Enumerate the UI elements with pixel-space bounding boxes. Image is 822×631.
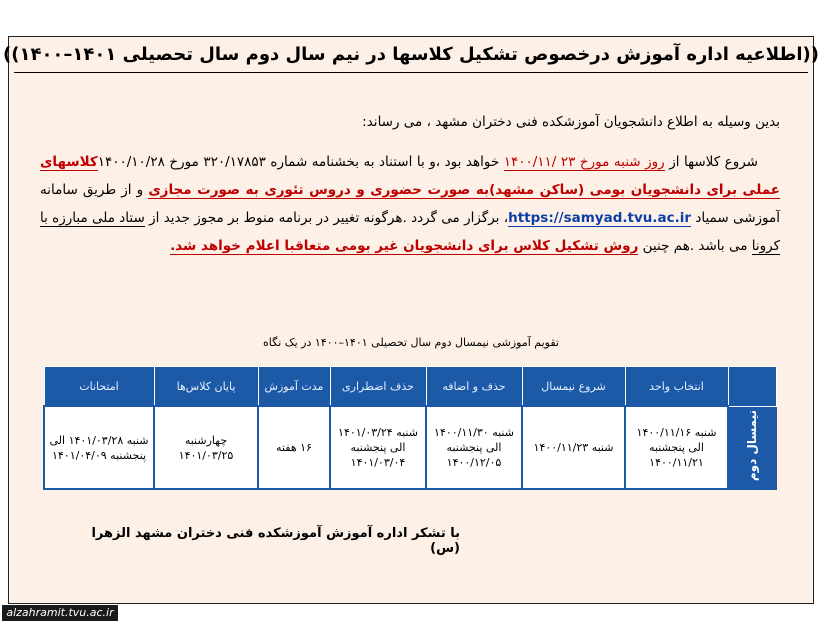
header-unit-selection: انتخاب واحد	[625, 367, 728, 407]
cell-classes-end: چهارشنبه ۱۴۰۱/۰۳/۲۵	[154, 406, 258, 489]
para-text: ، برگزار می گردد .هرگونه تغییر در برنامه منوط بر مجوز جدید از	[144, 210, 509, 226]
corona-hq-underline: ستاد ملی مبارزه با کرونا	[40, 210, 780, 254]
header-exams: امتحانات	[44, 367, 154, 407]
start-date-highlight: روز شنبه مورخ ۲۳ /۱۴۰۰/۱۱	[503, 154, 665, 170]
para-text: خواهد بود ،و با استناد به بخشنامه شماره ۳۲۰/۱۷۸۵۳ مورخ ۱۴۰۰/۱۰/۲۸	[97, 154, 504, 170]
page-title: ((اطلاعیه اداره آموزش درخصوص تشکیل کلاسها در نیم سال دوم سال تحصیلی ۱۴۰۱–۱۴۰۰))	[3, 44, 819, 65]
attendance-mode-highlight: به صورت حضوری و دروس تئوری به صورت مجازی	[148, 182, 490, 198]
row-label-second-semester: نیمسال دوم	[728, 406, 776, 489]
announcement-paragraph	[40, 148, 780, 260]
practical-classes-highlight: کلاسهای عملی برای دانشجویان بومی (ساکن مشهد)	[40, 154, 780, 198]
site-watermark: alzahramit.tvu.ac.ir	[2, 605, 118, 621]
intro-line: بدین وسیله به اطلاع دانشجویان آموزشکده فنی دختران مشهد ، می رساند:	[362, 114, 780, 130]
cell-emergency-drop: شنبه ۱۴۰۱/۰۳/۲۴ الی پنجشنبه ۱۴۰۱/۰۳/۰۴	[330, 406, 426, 489]
header-add-drop: حذف و اضافه	[426, 367, 522, 407]
para-text: و از طریق سامانه آموزشی سمیاد	[40, 182, 781, 226]
cell-duration: ۱۶ هفته	[258, 406, 330, 489]
cell-add-drop: شنبه ۱۴۰۰/۱۱/۳۰ الی پنجشنبه ۱۴۰۰/۱۲/۰۵	[426, 406, 522, 489]
samyad-link[interactable]: https://samyad.tvu.ac.ir	[508, 210, 692, 226]
header-classes-end: پایان کلاس‌ها	[154, 367, 258, 407]
header-semester-start: شروع نیمسال	[522, 367, 625, 407]
cell-semester-start: شنبه ۱۴۰۰/۱۱/۲۳	[522, 406, 625, 489]
table-header-row	[44, 367, 776, 407]
header-corner	[728, 367, 776, 407]
announcement-body	[40, 108, 780, 260]
cell-unit-selection: شنبه ۱۴۰۰/۱۱/۱۶ الی پنجشنبه ۱۴۰۰/۱۱/۲۱	[625, 406, 728, 489]
header-duration: مدت آموزش	[258, 367, 330, 407]
table-caption: تقویم آموزشی نیمسال دوم سال تحصیلی ۱۴۰۱–۱۴۰۰ در یک نگاه	[263, 336, 559, 349]
closing-signature: با تشکر اداره آموزش آموزشکده فنی دختران مشهد الزهرا (س)	[91, 526, 460, 556]
para-text: می باشد .هم چنین	[638, 238, 752, 254]
title-divider	[14, 72, 808, 73]
header-emergency-drop: حذف اضطراری	[330, 367, 426, 407]
table-row	[44, 406, 776, 489]
para-text: شروع کلاسها از	[664, 154, 758, 170]
non-local-notice-highlight: روش تشکیل کلاس برای دانشجویان غیر بومی متعاقبا اعلام خواهد شد.	[170, 238, 639, 254]
academic-calendar-table	[43, 366, 777, 490]
cell-exams: شنبه ۱۴۰۱/۰۳/۲۸ الی پنجشنبه ۱۴۰۱/۰۴/۰۹	[44, 406, 154, 489]
